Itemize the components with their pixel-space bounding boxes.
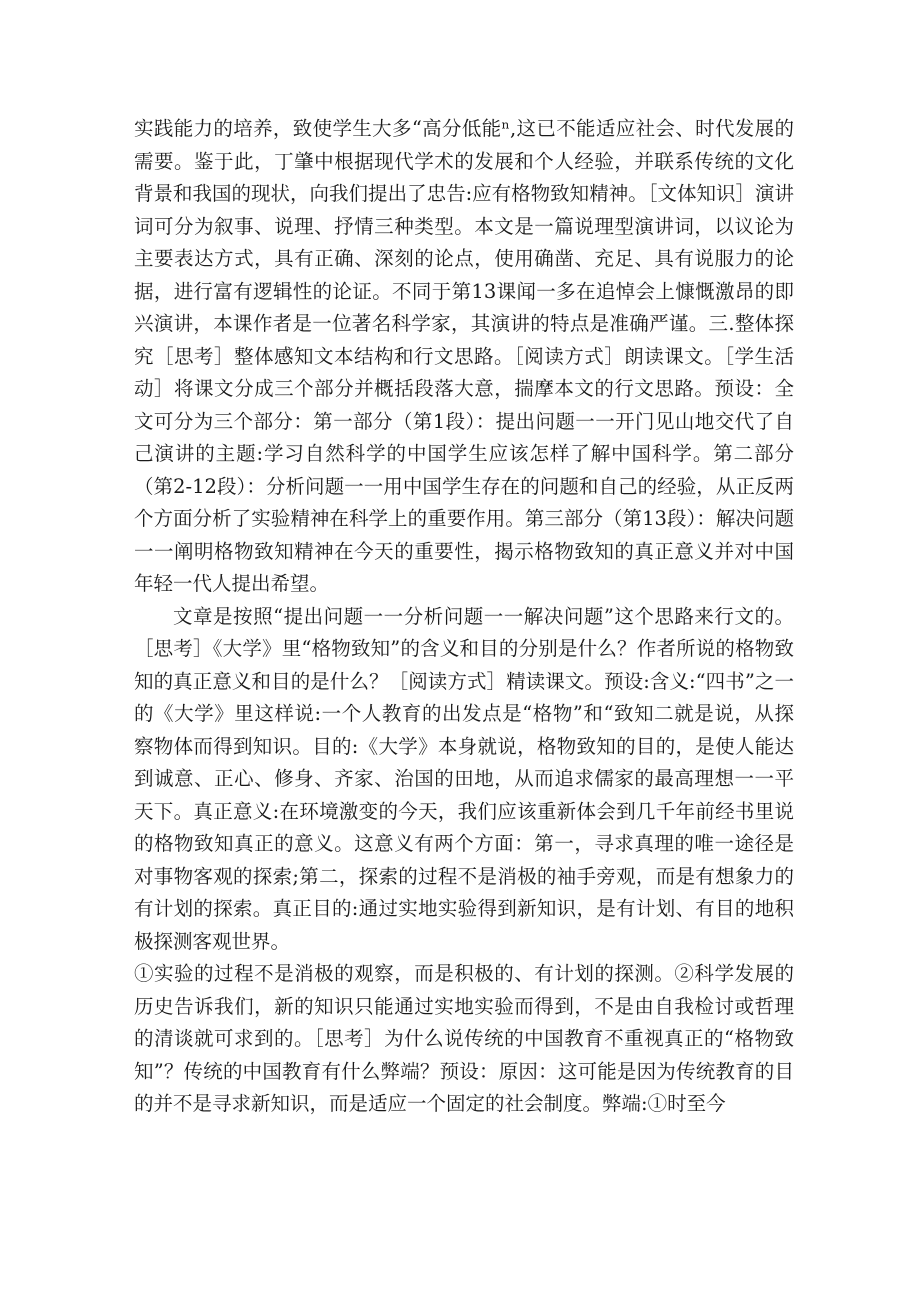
paragraph-1: 实践能力的培养，致使学生大多“高分低能ⁿ,这已不能适应社会、时代发展的需要。鉴于此，丁肇中根据现代学术的发展和个人经验，并联系传统的文化背景和我国的现状，向我们提出了忠告:应有格物致知精神。［文体知识］演讲词可分为叙事、说理、抒情三种类型。本文是一篇说理型演讲词，以议论为主要表达方式，具有正确、深刻的论点，使用确凿、充足、具有说服力的论据，进行富有逻辑性的论证。不同于第13课闻一多在追悼会上慷慨激昂的即兴演讲，本课作者是一位著名科学家，其演讲的特点是准确严谨。三.整体探究［思考］整体感知文本结构和行文思路。［阅读方式］朗读课文。［学生活动］将课文分成三个部分并概括段落大意，揣摩本文的行文思路。预设：全文可分为三个部分：第一部分（第1段）：提出问题一一开门见山地交代了自己演讲的主题:学习自然科学的中国学生应该怎样了解中国科学。第二部分（第2-12段）：分析问题一一用中国学生存在的问题和自己的经验，从正反两个方面分析了实验精神在科学上的重要作用。第三部分（第13段）：解决问题一一阐明格物致知精神在今天的重要性，揭示格物致知的真正意义并对中国年轻一代人提出希望。 [134,117,794,595]
body-text [134,113,794,1121]
paragraph-2: 文章是按照“提出问题一一分析问题一一解决问题”这个思路来行文的。［思考］《大学》里“格物致知”的含义和目的分别是什么？作者所说的格物致知的真正意义和目的是什么？［阅读方式］精读课文。预设:含义:“四书”之一的《大学》里这样说:一个人教育的出发点是“格物”和“致知二就是说，从探察物体而得到知识。目的:《大学》本身就说，格物致知的目的，是使人能达到诚意、正心、修身、齐家、治国的田地，从而追求儒家的最高理想一一平天下。真正意义:在环境激变的今天，我们应该重新体会到几千年前经书里说的格物致知真正的意义。这意义有两个方面：第一，寻求真理的唯一途径是对事物客观的探索;第二，探索的过程不是消极的袖手旁观，而是有想象力的有计划的探索。真正目的:通过实地实验得到新知识，是有计划、有目的地积极探测客观世界。 [134,604,794,953]
paragraph-3: ①实验的过程不是消极的观察，而是积极的、有计划的探测。②科学发展的历史告诉我们，新的知识只能通过实地实验而得到，不是由自我检讨或哲理的清谈就可求到的。［思考］为什么说传统的中国教育不重视真正的“格物致知”？传统的中国教育有什么弊端？预设：原因：这可能是因为传统教育的目的并不是寻求新知识，而是适应一个固定的社会制度。弊端:①时至今 [134,962,794,1115]
